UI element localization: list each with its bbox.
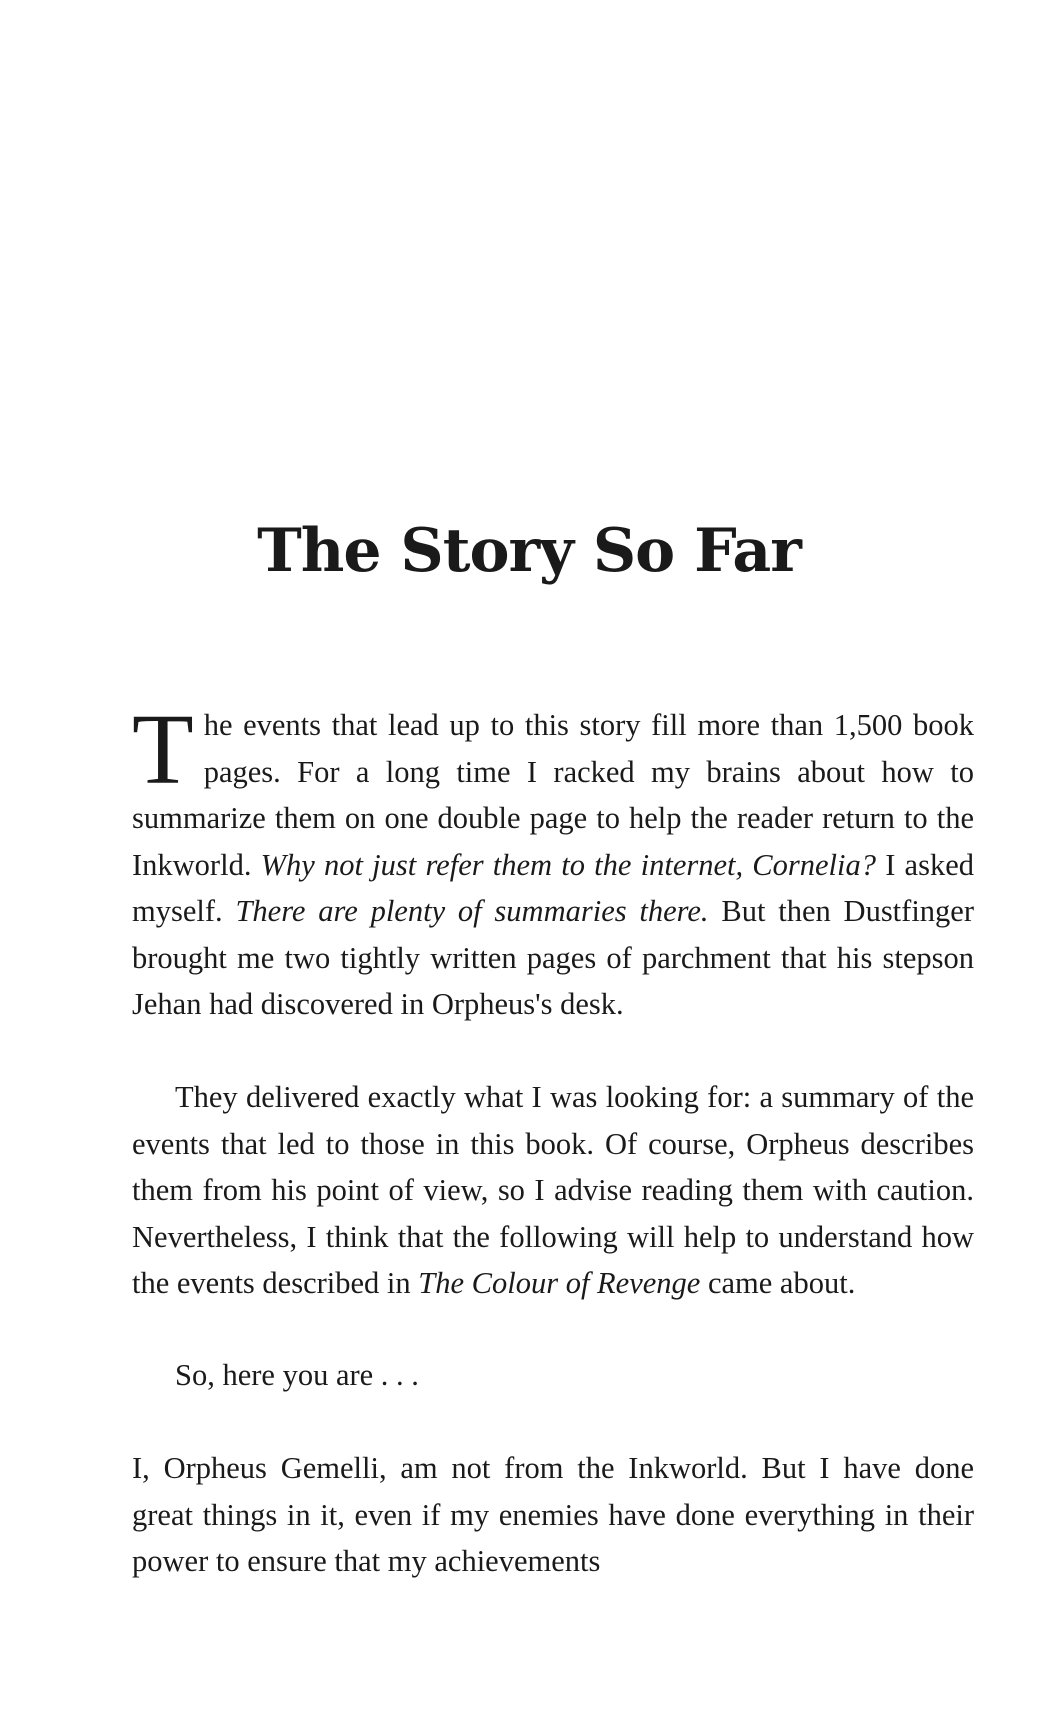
summary-paragraph — [132, 1074, 974, 1307]
intro-paragraph — [132, 693, 974, 1028]
drop-cap: T — [132, 693, 194, 805]
intro-text-3: But then Dustfinger brought me two tightly written pages of parchment that his stepson Jehan had discovered in Orpheus's desk. — [132, 894, 974, 1021]
intro-text-1: he events that lead up to this story fill more than 1,500 book pages. For a long time I racked my brains about how to summarize them on one double page to help the reader return to the Inkworld. — [132, 708, 974, 882]
summary-text-1: They delivered exactly what I was looking for: a summary of the events that led to those in this book. Of course, Orpheus describes them from his point of view, so I advise reading them with caution. Nevertheless, I think that the following will help to understand how the events described in — [132, 1080, 974, 1300]
book-title-italic: The Colour of Revenge — [418, 1266, 701, 1300]
orpheus-text: I, Orpheus Gemelli, am not from the Inkworld. But I have done great things in it, even if my enemies have done everything in their power to ensure that my achievements — [132, 1451, 974, 1578]
orpheus-paragraph — [132, 1445, 974, 1585]
here-you-are-text: So, here you are . . . — [175, 1358, 419, 1392]
summary-text-2: came about. — [700, 1266, 856, 1300]
intro-italic-1: Why not just refer them to the internet, Cornelia? — [260, 847, 877, 882]
here-you-are-paragraph — [132, 1352, 974, 1399]
page-title: The Story So Far — [257, 516, 801, 586]
intro-text-2: I asked myself. — [132, 847, 974, 928]
intro-italic-2: There are plenty of summaries there. — [235, 894, 709, 928]
